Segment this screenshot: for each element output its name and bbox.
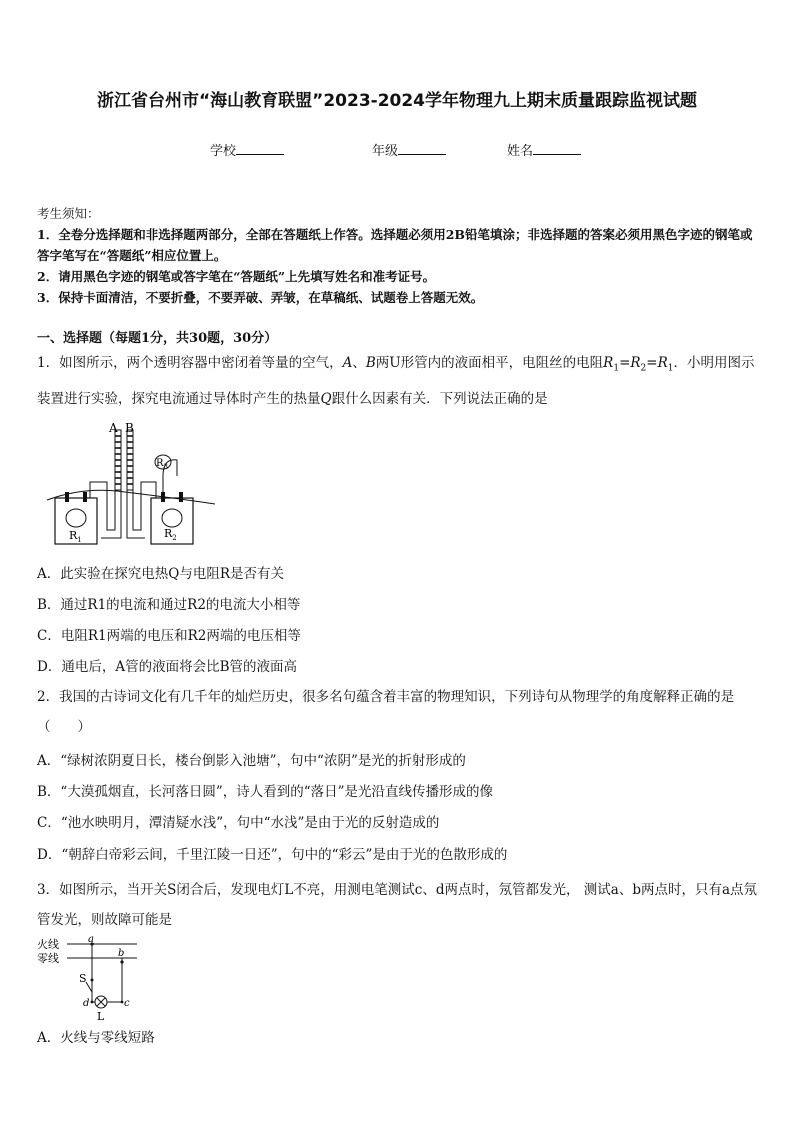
- label-R3: $R_3$: [156, 458, 168, 471]
- neutral-wire-label: 零线: [37, 952, 59, 965]
- label-R1: $R_1$: [69, 529, 82, 544]
- q1-option-d[interactable]: D．通电后，A管的液面将会比B管的液面高: [37, 659, 297, 675]
- q3-option-a[interactable]: A．火线与零线短路: [37, 1030, 155, 1046]
- q3-figure: [37, 934, 147, 1020]
- notice-heading: 考生须知：: [37, 206, 100, 221]
- q2-option-b[interactable]: B．“大漠孤烟直，长河落日圆”，诗人看到的“落日”是光沿直线传播形成的像: [37, 784, 494, 800]
- switch-label: S: [79, 972, 87, 985]
- name-blank[interactable]: [533, 142, 581, 155]
- point-c: c: [124, 998, 130, 1009]
- notice-item: 1．全卷分选择题和非选择题两部分，全部在答题纸上作答。选择题必须用2B铅笔填涂；非选择题的答案必须用黑色字迹的钢笔或答字笔写在“答题纸”相应位置上。: [37, 227, 753, 263]
- q1-figure: [45, 420, 225, 550]
- point-b: b: [118, 948, 125, 959]
- label-A: A: [109, 421, 118, 435]
- question-2-stem: 2．我国的古诗词文化有几千年的灿烂历史，很多名句蕴含着丰富的物理知识，下列诗句从物理学的角度解释正确的是（ ）: [37, 689, 735, 735]
- section-title: 一、选择题（每题1分，共30题，30分）: [37, 331, 278, 346]
- q2-option-d[interactable]: D．“朝辞白帝彩云间，千里江陵一日还”，句中的“彩云”是由于光的色散形成的: [37, 847, 508, 863]
- label-B: B: [125, 421, 134, 435]
- q2-option-c[interactable]: C．“池水映明月，潭清疑水浅”，句中“水浅”是由于光的反射造成的: [37, 815, 440, 831]
- point-a: a: [88, 934, 94, 945]
- live-wire-label: 火线: [37, 938, 59, 951]
- q1-option-a[interactable]: A．此实验在探究电热Q与电阻R是否有关: [37, 566, 284, 582]
- name-label: 姓名: [507, 144, 534, 159]
- lamp-label: L: [97, 1010, 105, 1020]
- grade-label: 年级: [372, 144, 399, 159]
- grade-field: [372, 140, 446, 159]
- point-d: d: [83, 998, 90, 1009]
- school-label: 学校: [210, 144, 237, 159]
- exam-notice: [37, 203, 759, 308]
- school-blank[interactable]: [236, 142, 284, 155]
- name-field: [507, 140, 581, 159]
- notice-item: 2．请用黑色字迹的钢笔或答字笔在“答题纸”上先填写姓名和准考证号。: [37, 269, 436, 284]
- q2-option-a[interactable]: A．“绿树浓阴夏日长，楼台倒影入池塘”，句中“浓阴”是光的折射形成的: [37, 753, 466, 769]
- q1-option-c[interactable]: C．电阻R1两端的电压和R2两端的电压相等: [37, 628, 301, 644]
- question-1-stem: 1．如图所示，两个透明容器中密闭着等量的空气，A、B两U形管内的液面相平，电阻丝的电阻$R_1=R_2=R_1$．小明用图示装置进行实验，探究电流通过导体时产生的热量Q跟什么因素有关．下列说法正确的是: [37, 355, 755, 407]
- label-R2: $R_2$: [164, 527, 177, 542]
- notice-item: 3．保持卡面清洁，不要折叠，不要弄破、弄皱，在草稿纸、试题卷上答题无效。: [37, 290, 484, 305]
- page-title: 浙江省台州市“海山教育联盟”2023-2024学年物理九上期末质量跟踪监视试题: [96, 91, 698, 111]
- question-3-stem: 3．如图所示，当开关S闭合后，发现电灯L不亮，用测电笔测试c、d两点时，氖管都发光， 测试a、b两点时，只有a点氖管发光，则故障可能是: [37, 882, 758, 928]
- grade-blank[interactable]: [398, 142, 446, 155]
- school-field: [210, 140, 284, 159]
- q1-option-b[interactable]: B．通过R1的电流和通过R2的电流大小相等: [37, 597, 301, 613]
